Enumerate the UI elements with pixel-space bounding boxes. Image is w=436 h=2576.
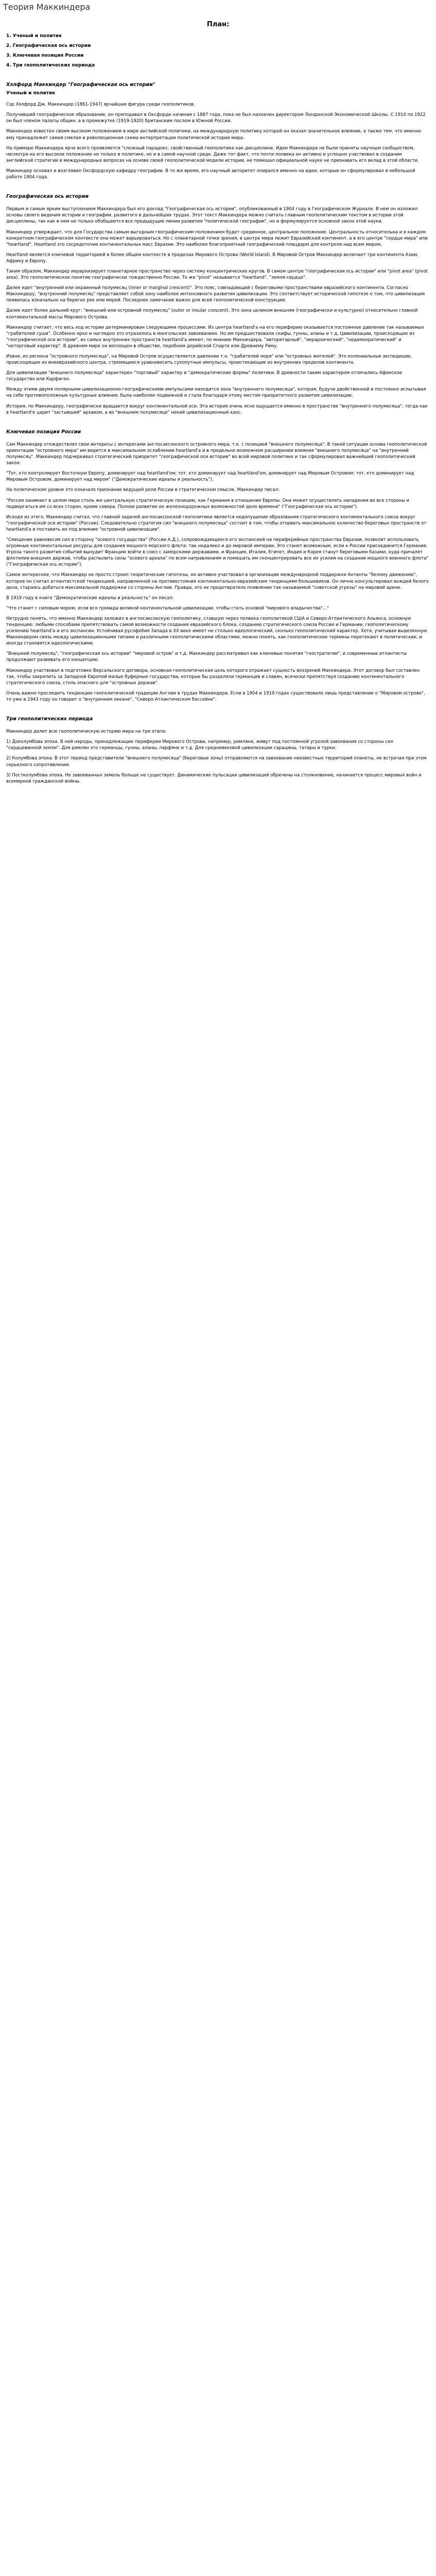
paragraph: "Тот, кто контролирует Восточную Европу, доминирует над heartland'ом; тот, кто доминирует над heartland'ом, доминирует над Мировым Островом; тот, кто доминирует над Мировым Островом, доминирует над миром" ("Демократические идеалы и реальность").	[6, 471, 414, 483]
paragraph: "Внешний полумесяц", "географическая ось истории" "мировой остров" и т.д. Маккиндер рассматривал как ключевые понятия "геостратегии", и современные атлантисты продолжают развивать его концепцию.	[6, 651, 407, 663]
plan-item-1: 1. Ученый и политик	[6, 33, 62, 39]
section-title-axis-article: Хэлфорд Маккиндер "Географическая ось истории"	[6, 82, 155, 88]
section-title-geographic-axis: Географическая ось истории	[6, 194, 89, 200]
paragraph: Маккиндер делит всю геополитическую историю мира на три этапа:	[6, 729, 167, 735]
section-scientist	[6, 82, 430, 180]
section-key-position-russia	[6, 429, 430, 703]
paragraph: Маккиндер известен своим высоким положением в мире английской политики, на международную политику которой он оказал значительное влияние, а также тем, что именно ему принадлежит самая смелая и революционная схема интерпретации политической истории мира.	[6, 129, 421, 141]
paragraph: Для цивилизации "внешнего полумесяца" характерен "торговый" характер и "демократические формы" политики. В древности таким характером отличались Афинское государство или Карфаген.	[6, 370, 403, 382]
paragraph: 2) Колумбова эпоха. В этот период представители "внешнего полумесяца" (береговые зоны) отправляются на завоевание неизвестных территорий планеты, не встречая при этом серьезного сопротивления.	[6, 756, 427, 768]
paragraph: Далее идет "внутренний или окраинный полумесяц (inner or marginal crescent)". Это пояс, совпадающий с береговыми пространствами евразийского континента. Согласно Маккиндеру, "внутренний полумесяц" представляет собой зону наиболее интенсивного развития цивилизации. Это соответствует исторической гипотезе о том, что цивилизация появилась изначально на берегах рек или морей. Последнее замечание важно для всей геополитической конструкции.	[6, 285, 425, 303]
paragraph: Маккиндер утверждает, что для Государства самым выгодным географическим положением будет срединное, центральное положение. Центральность относительна и в каждом конкретном географическом контексте она может варьироваться. Но с планетарной точки зрения, в центре мира лежит Евразийский континент, а в его центре "сердце мира" или "heartland". Heartland это сосредоточие континентальных масс Евразии. Это наиболее благоприятный географический плацдарм для контроля над всем миром.	[6, 229, 428, 247]
paragraph: Маккиндер участвовал в подготовке Версальского договора, основная геополитическая цель которого отражает сущность воззрений Маккиндера. Этот договор был составлен так, чтобы закрепить за Западной Европой малые буферные государства, которые бы разделяли германцев и славян, всячески препятствуя созданию континентального стратегического союза, столь опасного для "островных держав".	[6, 668, 420, 686]
paragraph: Далее идет более дальний круг: "внешний или островной полумесяц" (outer or insular crescent). Это зона целиком внешняя (географически и культурно) относительно главной континентальной массы Мирового Острова.	[6, 308, 418, 320]
section-subtitle-scientist: Ученый и политик	[6, 91, 56, 96]
paragraph: Между этими двумя полярными цивилизационно-географическими импульсами находится зона "внутреннего полумесяца", которая, будучи двойственной и постоянно испытывая на себе противоположные культурные влияния, была наиболее подвижной и стала благодаря этому местом приоритетного развития цивилизации.	[6, 387, 426, 399]
paragraph: Маккиндер основал и возглавил Оксфордскую кафедру географии. В то же время, его научный авторитет опирался именно на идеи, которые он сформулировал в небольшой работе 1904 года.	[6, 168, 415, 180]
paragraph: "Смещение равновесия сил в сторону "осевого государства" (России А.Д.), сопровождающееся его экспансией на периферийные пространства Евразии, позволит использовать огромные континентальные ресурсы для создания мощного морского флота: так недалеко и до мировой империи. Это станет возможным, если к России присоединится Германия. Угроза такого развития событий вынудит Францию войти в союз с заморскими державами, и Франция, Италия, Египет, Индия и Корея станут береговыми базами, куда причалят флотилии внешних держав, чтобы распылить силы "осевого ареала" по всем направлениям и помешать им сконцентрировать все их усилия на создании мощного военного флота" ("Географическая ось истории").	[6, 537, 429, 568]
paragraph: На примере Маккиндера ярче всего проявляется "сложный парадокс, свойственный геополитике как дисциплине. Идеи Маккиндера не были приняты научным сообществом, несмотря на его высокое положение не только в политике, но и в самой научной среде. Даже тот факт, что почти полвека он активно и успешно участвовал в создании английской стратегии в международных вопросах на основе своей геополитической модели истории, не помешал официальной науке не признавать его вклад в этой области.	[6, 145, 419, 163]
section-geographic-axis	[6, 194, 430, 416]
paragraph: Heartland является ключевой территорией в более общем контексте в пределах Мирового Острова (World Island). В Мировой Остров Маккиндер включает три континента Азию, Африку и Европу.	[6, 252, 419, 264]
paragraph: Извне, из региона "островного полумесяца", на Мировой Остров осуществляется давление т.н. "грабителей моря" или "островных жителей". Это колониальные экспедиции, происходящие из внеевразийского центра, стремящиеся уравновесить сухопутные импульсы, проистекающие из внутренних пределов континента.	[6, 354, 412, 366]
plan-heading: План:	[206, 21, 230, 28]
plan-item-4: 4. Три геополитических периода	[6, 63, 95, 68]
paragraph: История, по Маккиндеру, географически вращается вокруг континентальной оси. Эта история очень ясно ощущается именно в пространстве "внутреннего полумесяца", тогда как в heartland'е царит "застывший" архаизм, а во "внешнем полумесяце" некий цивилизационный хаос.	[6, 403, 428, 415]
paragraph: "Что станет с силовым морем, если вся громада великой континентальной цивилизации, чтобы стать основой "мирового владычества"..."	[6, 605, 329, 611]
paragraph: Получивший географическое образование, он преподавал в Оксфорде начиная с 1887 года, пока не был назначен директором Лондонской Экономической Школы. С 1910 по 1922 он был членом палаты общин, а в промежутке (1919-1920) британским послом в Южной России.	[6, 112, 426, 124]
paragraph: 1) Доколумбова эпоха. В ней народы, принадлежащие периферии Мирового Острова, например, римляне, живут под постоянной угрозой завоевания со стороны сил "сердцевинной земли". Для римлян это германцы, гунны, аланы, парфяне и т.д. Для средневековой цивилизации сарацины, татары и турки.	[6, 739, 393, 751]
paragraph: На политическом уровне это означало признание ведущей роли России в стратегическом смысле. Маккиндер писал:	[6, 487, 280, 493]
paragraph: 3) Постколумбова эпоха. Не завоеванных земель больше не существует. Динамические пульсации цивилизаций обречены на столкновение, начинается процесс мировых войн и всемирной гражданской войны.	[6, 772, 422, 784]
paragraph: Таким образом, Маккиндер иерархизирует планетарное пространство через систему концентрических кругов. В самом центре "географическая ось истории" или "pivot area" (pivot area). Это геополитическое понятие географически тождественно России. То же "pivot" называется "heartland", "земля-сердце".	[6, 268, 428, 281]
section-title-three-periods: Три геополитических периода	[6, 716, 93, 722]
paragraph: Первым и самым ярким выступлением Маккиндера был его доклад "Географическая ось истории", опубликованный в 1904 году в Географическом Журнале. В нем он изложил основы своего видения истории и географии, развитого в дальнейших трудах. Этот текст Маккиндера можно считать главным геополитическим текстом в истории этой дисциплины, так как в нем не только обобщаются все предыдущие линии развития "политической географии", но и формулируется основной закон этой науки.	[6, 207, 418, 225]
plan-list	[0, 31, 436, 71]
main-content	[0, 82, 436, 785]
paragraph: Маккиндер считает, что весь ход истории детерминирован следующими процессами. Из центра heartland'a на его периферию оказывается постоянное давление так называемых "грабителей суши". Особенно ярко и наглядно это отразилось в монгольских завоеваниях. Но им предшествовали скифы, гунны, аланы и т.д. Цивилизации, происходящие из "географической оси истории", из самых внутренних пространств heartland'a имеют, по мнению Маккиндера, "авторитарный", "иерархический", "недемократический" и "неторговый характер". В древнем мире он воплощен в обществе, подобном дорийской Спарте или Древнему Риму.	[6, 325, 424, 349]
paragraph: Самое интересное, что Маккиндер не просто строил теоретические гипотезы, но активно участвовал в организации международной поддержки Антанты "белому движению", которое он считал атлантистской тенденцией, направленной на противостояние континентально-евразийским тенденциям большевиков. Он лично консультировал вождей белого дела, стараясь добиться максимальной поддержки со стороны Англии. Правда, это не предотвратило появление так называемой "советской угрозы" на мировой арене.	[6, 572, 429, 590]
paragraph: Очень важно проследить тенденцию геополитической традиции Англии в трудах Маккиндера. Если в 1904 и 1919 годах существовало лишь представление о "Мировом острове", то уже в 1943 году он говорит о "внутреннем океане", "Северо-Атлантическом бассейне".	[6, 690, 425, 702]
paragraph: Сэр Хэлфорд Дж. Маккиндер (1861-1947) ярчайшая фигура среди геополитиков.	[6, 102, 195, 108]
paragraph: В 1919 году в книге "Демократические идеалы и реальность" он писал:	[6, 595, 174, 601]
section-title-key-position: Ключевая позиция России	[6, 429, 81, 435]
plan-item-2: 2. Географическая ось истории	[6, 43, 91, 48]
plan-item-3: 3. Ключевая позиция России	[6, 53, 84, 58]
page-title: Теория Маккиндера	[3, 2, 91, 12]
paragraph: "Россия занимает в целом мире столь же центральную стратегическую позицию, как Германия в отношении Европы. Она может осуществлять нападения во все стороны и подвергаться им со всех сторон, кроме севера. Полное развитие ее железнодорожных возможностей дело времени" ("Географическая ось истории").	[6, 498, 409, 510]
paragraph: Нетрудно понять, что именно Маккиндер заложил в англосаксонскую геополитику, ставшую через полвека геополитикой США и Северо-Атлантического Альянса, основную тенденцию: любыми способами препятствовать самой возможности создания евразийского блока, созданию стратегического союза России и Германии, геополитическому усилению heartland'a и его экспансии. Устойчивая русофобия Запада в XX веке имеет не столько идеологический, сколько геополитический характер. Хотя, учитывая выделенную Маккиндером связь между цивилизационными типами и различными геополитическими областями, можно понять, как геополитические термины перетекают в политические, и иногда становятся идеологическими.	[6, 616, 427, 647]
paragraph: Исходя из этого, Маккиндер считал, что главной задачей англосаксонской геополитики является недопущение образования стратегического континентального союза вокруг "географической оси истории" (России). Следовательно стратегия сил "внешнего полумесяца" состоит в том, чтобы оторвать максимальное количество береговых пространств от heartland'a и поставить их под влияние "островной цивилизации".	[6, 514, 427, 532]
paragraph: Сам Маккиндер отождествлял свои интересы с интересами англосаксонского островного мира, т.е. с позицией "внешнего полумесяца". В такой ситуации основа геополитической ориентации "островного мира" им видится в максимальном ослаблении heartland'a и в предельно возможном расширении влияния "внешнего полумесяца" на "внутренний полумесяц". Маккиндер подчеркивал стратегический приоритет "географической оси истории" во всей мировой политике и так сформулировал важнейший геополитический закон:	[6, 442, 427, 466]
section-three-periods	[6, 716, 430, 785]
